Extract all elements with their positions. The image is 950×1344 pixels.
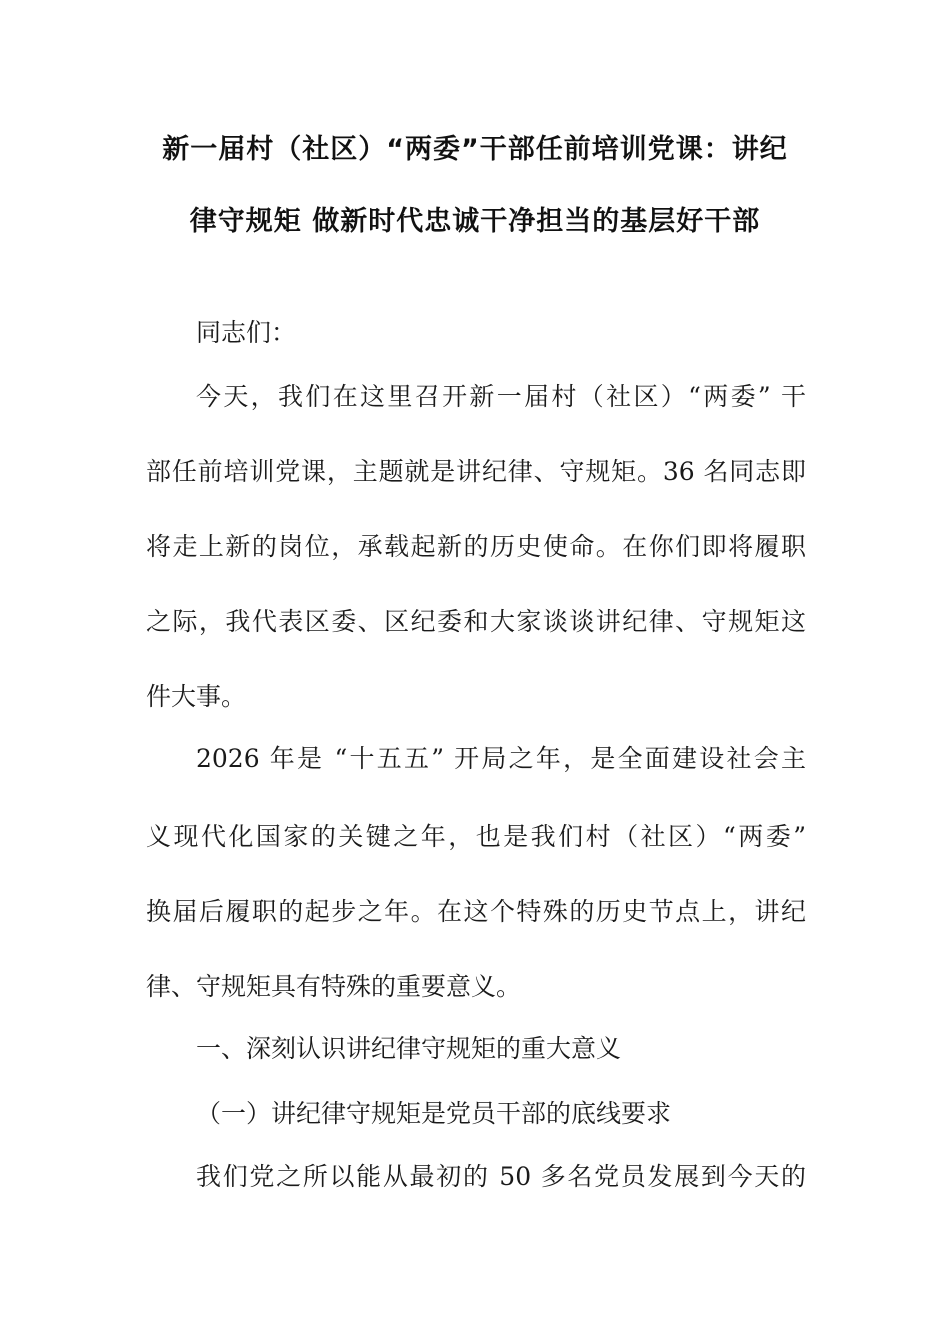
paragraph-line: 今天，我们在这里召开新一届村（社区）“两委” 干	[196, 382, 806, 411]
paragraph-line: 律、守规矩具有特殊的重要意义。	[146, 972, 522, 1001]
paragraph-line: 部任前培训党课，主题就是讲纪律、守规矩。36 名同志即	[146, 457, 806, 486]
paragraph-line: 之际，我代表区委、区纪委和大家谈谈讲纪律、守规矩这	[146, 607, 806, 636]
salutation: 同志们：	[196, 318, 297, 347]
paragraph-line: 我们党之所以能从最初的 50 多名党员发展到今天的	[196, 1162, 806, 1191]
paragraph-line: 义现代化国家的关键之年，也是我们村（社区）“两委”	[146, 822, 806, 851]
document-title-line-2: 律守规矩 做新时代忠诚干净担当的基层好干部	[189, 206, 761, 237]
paragraph-line: 换届后履职的起步之年。在这个特殊的历史节点上，讲纪	[146, 897, 806, 926]
document-title-line-1: 新一届村（社区）“两委”干部任前培训党课：讲纪	[162, 134, 788, 165]
paragraph-line: 件大事。	[146, 682, 247, 711]
section-heading: 一、深刻认识讲纪律守规矩的重大意义	[196, 1034, 622, 1063]
paragraph-line: 2026 年是 “十五五” 开局之年，是全面建设社会主	[196, 744, 806, 773]
subsection-heading: （一）讲纪律守规矩是党员干部的底线要求	[196, 1099, 672, 1128]
paragraph-line: 将走上新的岗位，承载起新的历史使命。在你们即将履职	[146, 532, 806, 561]
